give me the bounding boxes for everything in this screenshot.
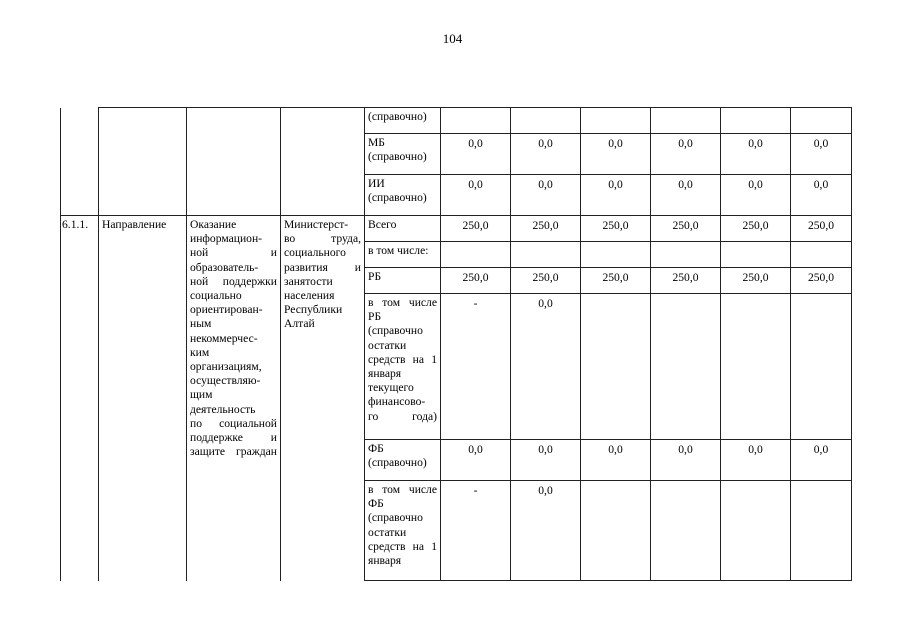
- value-cell: 0,0: [511, 175, 581, 216]
- table-row: [61, 108, 852, 134]
- source-cell: в том числе:: [365, 242, 441, 268]
- value-cell: 250,0: [511, 216, 581, 242]
- value-cell: [511, 108, 581, 134]
- entry-executor-cell: Министерст- во труда, социального развития и занятости населения Республики Алтай: [281, 216, 365, 581]
- value-cell: 0,0: [791, 175, 852, 216]
- source-cell: (справочно): [365, 108, 441, 134]
- source-cell: Всего: [365, 216, 441, 242]
- page-number: 104: [442, 31, 463, 46]
- value-cell: 0,0: [511, 481, 581, 581]
- value-cell: 0,0: [721, 440, 791, 481]
- source-cell: в том числе РБ (справочно остатки средств на 1 января текущего финансово- го года): [365, 294, 441, 440]
- value-cell: 0,0: [791, 134, 852, 175]
- value-cell: 0,0: [441, 440, 511, 481]
- value-cell: [441, 108, 511, 134]
- budget-table: [60, 107, 852, 581]
- value-cell: [721, 294, 791, 440]
- value-cell: [651, 242, 721, 268]
- cont-name-cell: [187, 108, 281, 216]
- value-cell: [791, 294, 852, 440]
- value-cell: [651, 108, 721, 134]
- source-cell: ФБ (справочно): [365, 440, 441, 481]
- value-cell: -: [441, 481, 511, 581]
- source-cell: МБ (справочно): [365, 134, 441, 175]
- table-row: [61, 216, 852, 242]
- value-cell: [581, 481, 651, 581]
- value-cell: [441, 242, 511, 268]
- cont-type-cell: [99, 108, 187, 216]
- value-cell: -: [441, 294, 511, 440]
- value-cell: [651, 481, 721, 581]
- value-cell: [511, 242, 581, 268]
- source-cell: в том числе ФБ (справочно остатки средств на 1 января: [365, 481, 441, 581]
- value-cell: 0,0: [441, 134, 511, 175]
- value-cell: [721, 481, 791, 581]
- source-cell: РБ: [365, 268, 441, 294]
- entry-code-cell: 6.1.1.: [61, 216, 99, 581]
- value-cell: 250,0: [791, 268, 852, 294]
- value-cell: [651, 294, 721, 440]
- value-cell: 0,0: [651, 134, 721, 175]
- value-cell: 0,0: [511, 134, 581, 175]
- value-cell: [581, 242, 651, 268]
- value-cell: [721, 108, 791, 134]
- value-cell: 0,0: [651, 175, 721, 216]
- entry-name-cell: Оказание информацион- ной и образователь- ной поддержки социально ориентирован- ным некоммерчес- ким организациям, осуществляю- щим деятельность по социальной поддержке и защите граждан: [187, 216, 281, 581]
- value-cell: 250,0: [721, 268, 791, 294]
- value-cell: 0,0: [581, 134, 651, 175]
- value-cell: 0,0: [581, 440, 651, 481]
- value-cell: 0,0: [721, 175, 791, 216]
- value-cell: 250,0: [511, 268, 581, 294]
- value-cell: [581, 108, 651, 134]
- value-cell: 250,0: [721, 216, 791, 242]
- value-cell: 250,0: [651, 216, 721, 242]
- value-cell: 250,0: [651, 268, 721, 294]
- source-cell: ИИ (справочно): [365, 175, 441, 216]
- value-cell: 0,0: [651, 440, 721, 481]
- value-cell: 250,0: [581, 268, 651, 294]
- cont-executor-cell: [281, 108, 365, 216]
- value-cell: [791, 108, 852, 134]
- value-cell: 250,0: [581, 216, 651, 242]
- value-cell: 0,0: [441, 175, 511, 216]
- value-cell: 250,0: [441, 268, 511, 294]
- value-cell: 250,0: [441, 216, 511, 242]
- value-cell: 0,0: [581, 175, 651, 216]
- value-cell: 0,0: [511, 294, 581, 440]
- value-cell: 0,0: [791, 440, 852, 481]
- value-cell: 0,0: [721, 134, 791, 175]
- value-cell: [721, 242, 791, 268]
- entry-type-cell: Направление: [99, 216, 187, 581]
- value-cell: [791, 481, 852, 581]
- value-cell: 0,0: [511, 440, 581, 481]
- value-cell: [791, 242, 852, 268]
- cont-code-cell: [61, 108, 99, 216]
- value-cell: 250,0: [791, 216, 852, 242]
- budget-table-container: [60, 107, 852, 581]
- value-cell: [581, 294, 651, 440]
